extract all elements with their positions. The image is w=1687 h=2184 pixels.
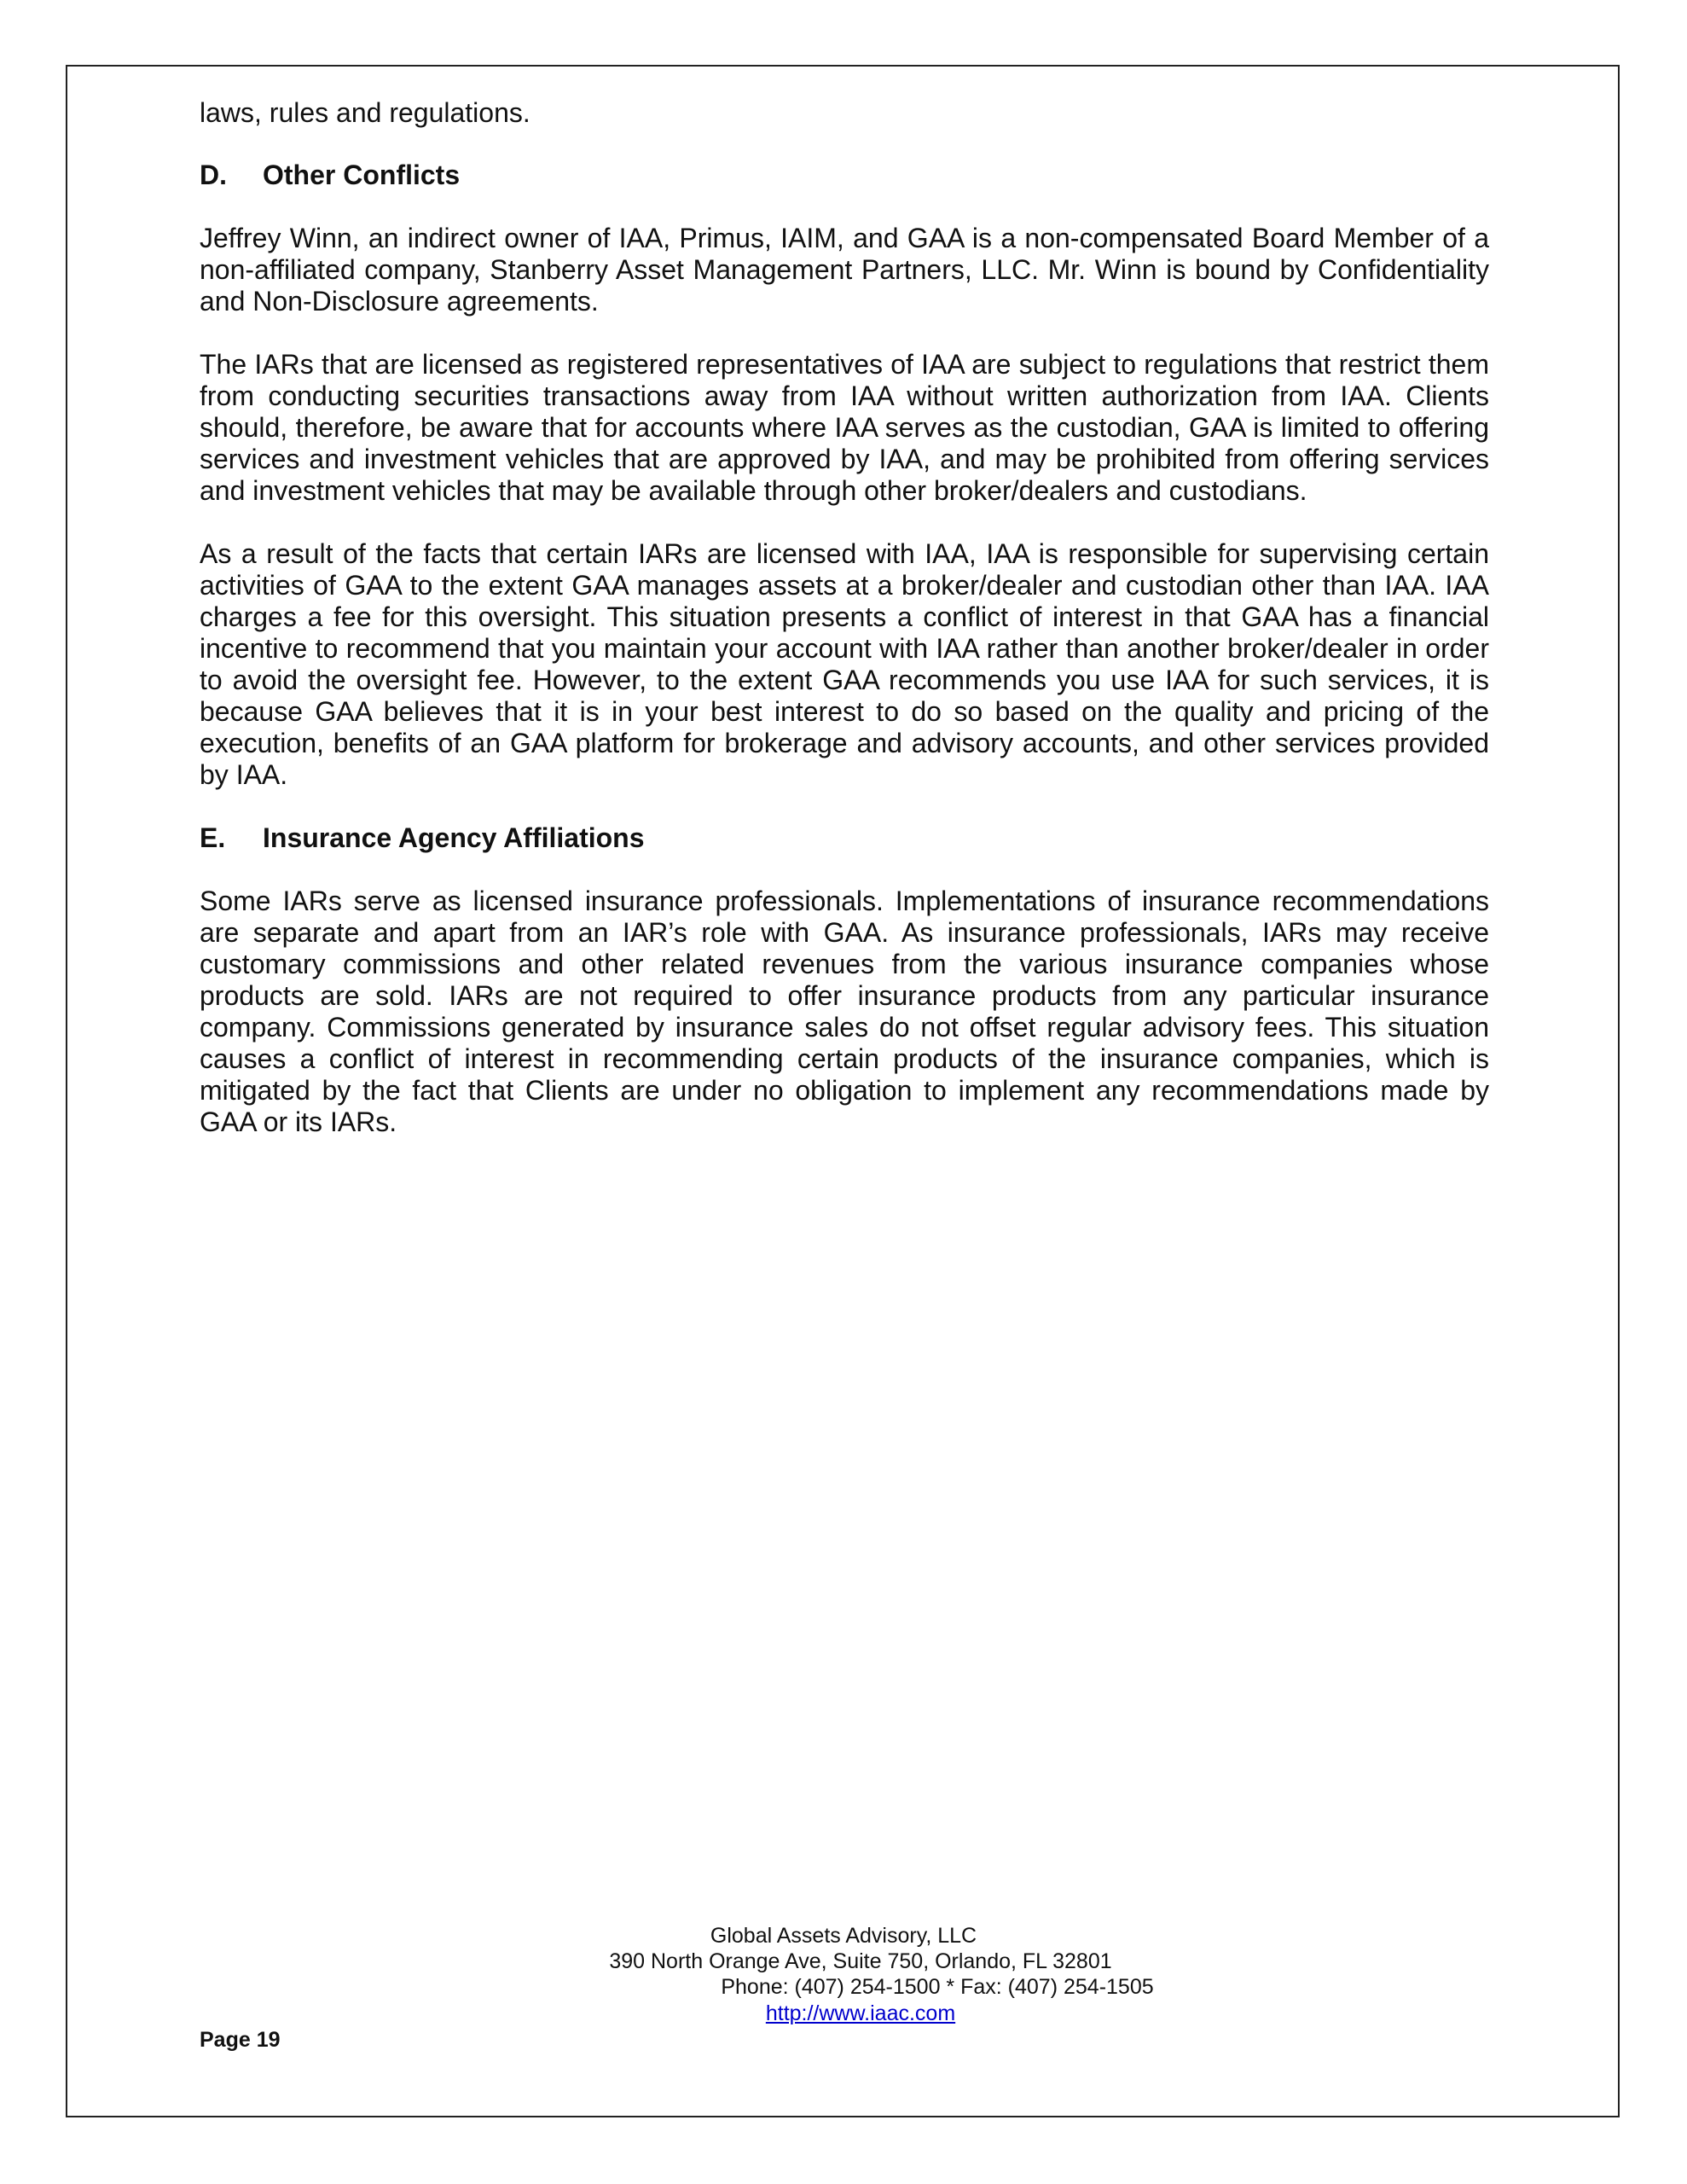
document-body (200, 97, 1489, 1170)
section-heading-e (200, 822, 1489, 854)
footer-company-name: Global Assets Advisory, LLC (710, 1924, 977, 1948)
paragraph: As a result of the facts that certain IARs are licensed with IAA, IAA is responsible for supervising certain activities of GAA to the extent GAA manages assets at a broker/dealer and custodian other than IAA. IAA charges a fee for this oversight. This situation presents a conflict of interest in that GAA has a financial incentive to recommend that you maintain your account with IAA rather than another broker/dealer in order to avoid the oversight fee. However, to the extent GAA recommends you use IAA for such services, it is because GAA believes that it is in your best interest to do so based on the quality and pricing of the execution, benefits of an GAA platform for brokerage and advisory accounts, and other services provided by IAA. (200, 538, 1489, 790)
footer-address: 390 North Orange Ave, Suite 750, Orlando, FL 32801 (609, 1949, 1112, 1973)
footer-url-container (17, 2001, 1687, 2026)
section-heading-d (200, 160, 1489, 191)
section-title: Insurance Agency Affiliations (263, 822, 645, 853)
page-number: Page 19 (200, 2028, 281, 2052)
section-letter: D. (200, 160, 227, 190)
website-link[interactable]: http://www.iaac.com (765, 2001, 956, 2025)
continuation-text: laws, rules and regulations. (200, 97, 530, 128)
paragraph: Jeffrey Winn, an indirect owner of IAA, Primus, IAIM, and GAA is a non-compensated Board Member of a non-affiliated company, Stanberry Asset Management Partners, LLC. Mr. Winn is bound by Confidentiality and Non-Disclosure agreements. (200, 223, 1489, 317)
section-title: Other Conflicts (263, 160, 461, 190)
footer-phone-fax: Phone: (407) 254-1500 * Fax: (407) 254-1505 (721, 1975, 1154, 1999)
section-letter: E. (200, 822, 226, 853)
paragraph: The IARs that are licensed as registered representatives of IAA are subject to regulations that restrict them from conducting securities transactions away from IAA without written authorization from IAA. Clients should, therefore, be aware that for accounts where IAA serves as the custodian, GAA is limited to offering services and investment vehicles that are approved by IAA, and may be prohibited from offering services and investment vehicles that may be available through other broker/dealers and custodians. (200, 349, 1489, 506)
paragraph: Some IARs serve as licensed insurance professionals. Implementations of insurance recommendations are separate and apart from an IAR’s role with GAA. As insurance professionals, IARs may receive customary commissions and other related revenues from the various insurance companies whose products are sold. IARs are not required to offer insurance products from any particular insurance company. Commissions generated by insurance sales do not offset regular advisory fees. This situation causes a conflict of interest in recommending certain products of the insurance companies, which is mitigated by the fact that Clients are under no obligation to implement any recommendations made by GAA or its IARs. (200, 886, 1489, 1137)
